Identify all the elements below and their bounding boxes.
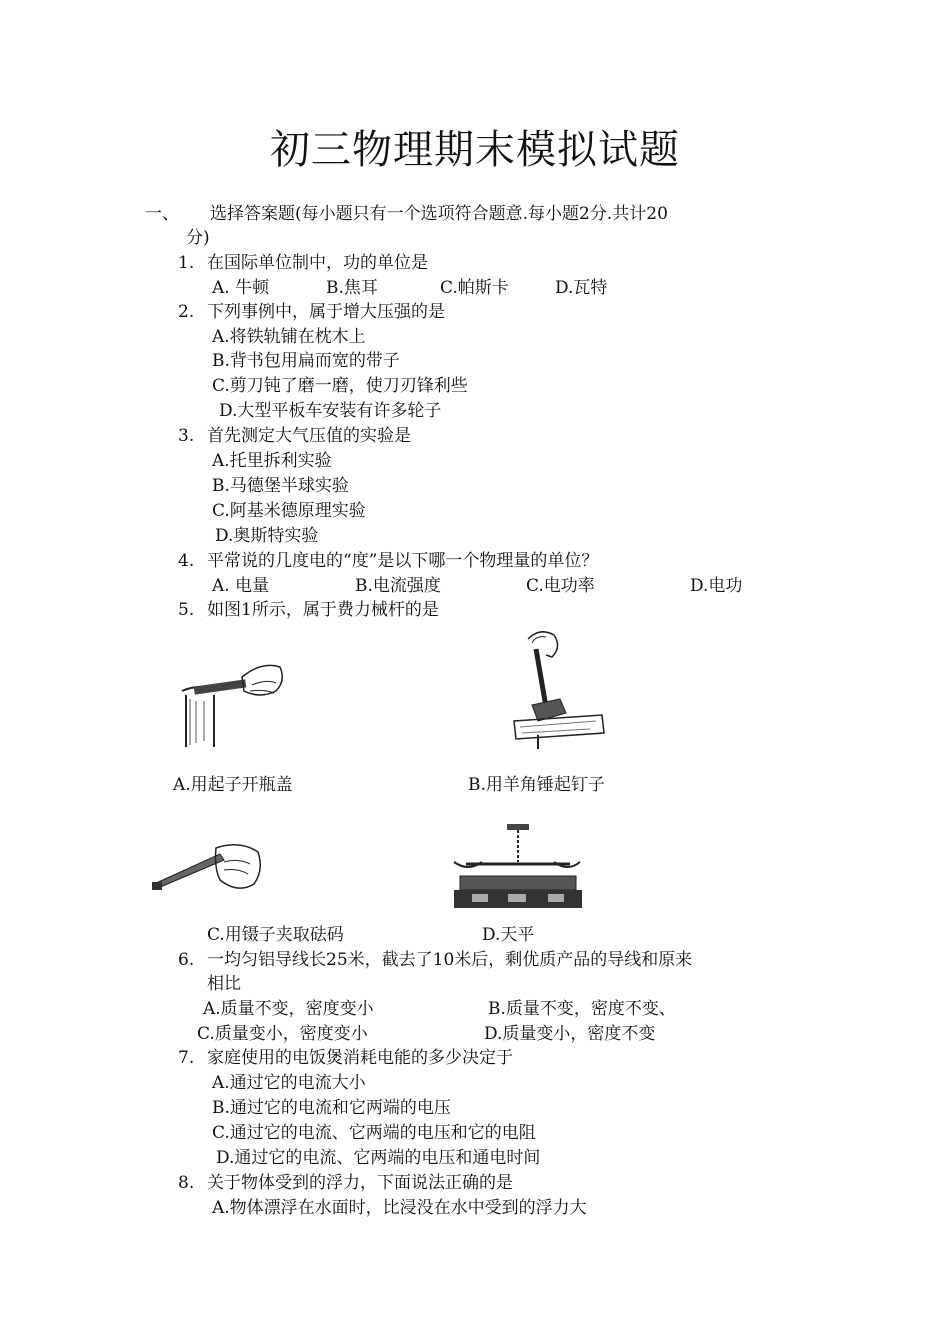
question-number: 2.: [178, 302, 195, 322]
question-text: 首先测定大气压值的实验是: [207, 426, 411, 446]
bottle-opener-figure: [172, 655, 292, 755]
option: A. 牛顿: [212, 278, 270, 298]
option: C.电功率: [526, 576, 595, 596]
question-text: 家庭使用的电饭煲消耗电能的多少决定于: [207, 1048, 513, 1068]
option: B.电流强度: [355, 576, 441, 596]
option: D.电功: [690, 576, 743, 596]
question-number: 7.: [178, 1048, 195, 1068]
option: A.质量不变，密度变小: [203, 999, 374, 1019]
option: A. 电量: [212, 576, 270, 596]
option: A.将铁轨铺在枕木上: [212, 327, 366, 347]
question-number: 8.: [178, 1173, 195, 1193]
question-text: 在国际单位制中，功的单位是: [207, 253, 428, 273]
option: D.通过它的电流、它两端的电压和通电时间: [216, 1148, 541, 1168]
option: A.托里拆利实验: [212, 451, 332, 471]
question-text: 一均匀铝导线长25米，截去了10米后，剩优质产品的导线和原来: [207, 950, 693, 970]
question-number: 6.: [178, 950, 195, 970]
figure-caption: B.用羊角锤起钉子: [468, 775, 605, 795]
option: D.奥斯特实验: [215, 526, 319, 546]
option: C.阿基米德原理实验: [212, 501, 366, 521]
question-text: 下列事例中，属于增大压强的是: [207, 302, 445, 322]
question-number: 5.: [178, 600, 195, 620]
claw-hammer-figure: [510, 625, 610, 755]
question-number: 4.: [178, 551, 195, 571]
option: D.大型平板车安装有许多轮子: [219, 401, 442, 421]
option: C.剪刀钝了磨一磨，使刀刃锋利些: [212, 376, 468, 396]
option: D.瓦特: [555, 278, 608, 298]
tweezers-figure: [150, 840, 270, 900]
option: D.质量变小，密度不变: [484, 1024, 656, 1044]
section-heading: 选择答案题(每小题只有一个选项符合题意.每小题2分.共计20: [210, 204, 668, 224]
question-text: 关于物体受到的浮力，下面说法正确的是: [207, 1173, 513, 1193]
page-title: 初三物理期末模拟试题: [270, 127, 680, 173]
option: C.通过它的电流、它两端的电压和它的电阻: [212, 1123, 536, 1143]
option: B.焦耳: [326, 278, 378, 298]
figure-caption: D.天平: [482, 925, 535, 945]
section-number: 一、: [145, 204, 179, 224]
question-number: 3.: [178, 426, 195, 446]
option: C.帕斯卡: [440, 278, 509, 298]
question-text: 如图1所示，属于费力械杆的是: [207, 600, 439, 620]
option: C.质量变小，密度变小: [197, 1024, 368, 1044]
figure-caption: A.用起子开瓶盖: [173, 775, 293, 795]
question-number: 1.: [178, 253, 195, 273]
question-text: 平常说的几度电的“度”是以下哪一个物理量的单位？: [207, 551, 599, 571]
option: B.质量不变，密度不变、: [488, 999, 676, 1019]
option: A.通过它的电流大小: [212, 1073, 366, 1093]
option: B.马德堡半球实验: [212, 476, 349, 496]
option: B.背书包用扁而宽的带子: [212, 351, 400, 371]
option: B.通过它的电流和它两端的电压: [212, 1098, 451, 1118]
section-heading-cont: 分): [186, 228, 210, 248]
option: A.物体漂浮在水面时，比浸没在水中受到的浮力大: [212, 1198, 587, 1218]
figure-caption: C.用镊子夹取砝码: [207, 925, 344, 945]
balance-figure: [452, 822, 582, 914]
question-text-cont: 相比: [207, 974, 241, 994]
